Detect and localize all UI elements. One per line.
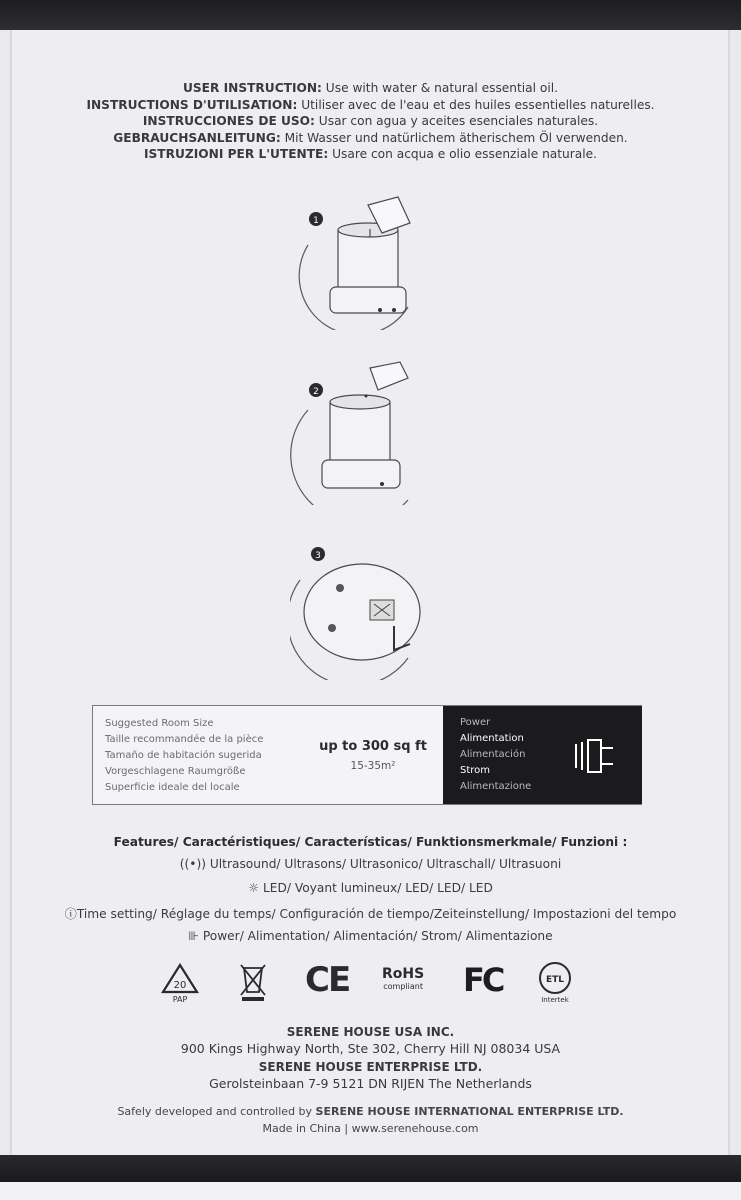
ultrasound-icon: ((•)) bbox=[179, 857, 206, 871]
power-label: Alimentation bbox=[460, 733, 524, 744]
instruction-line-fr: INSTRUCTIONS D'UTILISATION: Utiliser avec de l'eau et des huiles essentielles naturelles. bbox=[86, 97, 655, 112]
svg-text:1: 1 bbox=[313, 216, 319, 226]
company-name-usa: SERENE HOUSE USA INC. bbox=[286, 1025, 455, 1039]
power-label: Alimentazione bbox=[460, 781, 532, 792]
instruction-line-it: ISTRUZIONI PER L'UTENTE: Usare con acqua e olio essenziale naturale. bbox=[144, 147, 597, 161]
power-panel bbox=[443, 706, 642, 804]
company-address-eu: Gerolsteinbaan 7-9 5121 DN RIJEN The Netherlands bbox=[209, 1076, 532, 1091]
room-size-labels bbox=[105, 716, 263, 796]
room-size-label: Tamaño de habitación sugerida bbox=[105, 750, 262, 761]
certification-logos bbox=[150, 960, 590, 1005]
power-labels bbox=[460, 715, 531, 795]
fcc-icon: FC bbox=[463, 961, 503, 999]
feature-ultrasound: ((•)) Ultrasound/ Ultrasons/ Ultrasonico/ Ultraschall/ Ultrasuoni bbox=[179, 857, 562, 871]
step-1-illustration bbox=[290, 195, 440, 325]
svg-text:ETL: ETL bbox=[545, 975, 565, 985]
ce-mark-icon: CE bbox=[305, 960, 350, 1000]
svg-text:Intertek: Intertek bbox=[541, 996, 569, 1004]
feature-power: ⊪ Power/ Alimentation/ Alimentación/ Strom/ Alimentazione bbox=[188, 929, 553, 943]
instruction-line-de: GEBRAUCHSANLEITUNG: Mit Wasser und natürlichem ätherischem Öl verwenden. bbox=[113, 130, 628, 145]
plug-in-icon bbox=[290, 540, 440, 680]
room-size-label: Vorgeschlagene Raumgröße bbox=[105, 766, 246, 777]
etl-listed-icon bbox=[535, 960, 575, 1004]
svg-text:20: 20 bbox=[173, 980, 187, 991]
pour-water-icon bbox=[290, 195, 440, 330]
led-icon: ☼ bbox=[248, 881, 260, 895]
power-label: Alimentación bbox=[460, 749, 526, 760]
add-oil-icon bbox=[290, 360, 440, 505]
made-in: Made in China | www.serenehouse.com bbox=[262, 1122, 479, 1135]
company-name-eu: SERENE HOUSE ENTERPRISE LTD. bbox=[258, 1060, 483, 1074]
rohs-icon: RoHS compliant bbox=[382, 966, 425, 991]
power-plug-icon bbox=[573, 736, 623, 776]
step-2-illustration bbox=[290, 360, 440, 490]
company-address-usa: 900 Kings Highway North, Ste 302, Cherry Hill NJ 08034 USA bbox=[180, 1041, 561, 1056]
svg-text:2: 2 bbox=[313, 387, 319, 397]
step-3-illustration bbox=[290, 540, 440, 670]
weee-bin-icon bbox=[238, 962, 268, 1002]
box-bottom-edge bbox=[0, 1155, 741, 1182]
features-title: Features/ Caractéristiques/ Características/ Funktionsmerkmale/ Funzioni : bbox=[113, 835, 628, 849]
box-top-edge bbox=[0, 0, 741, 30]
developed-by: Safely developed and controlled by SERENE HOUSE INTERNATIONAL ENTERPRISE LTD. bbox=[117, 1105, 624, 1118]
power-label: Strom bbox=[460, 765, 491, 776]
spec-panel bbox=[92, 705, 642, 805]
background-surface bbox=[0, 1182, 741, 1200]
room-size-value bbox=[303, 739, 443, 772]
power-icon: ⊪ bbox=[188, 929, 199, 943]
room-size-metric: 15-35m² bbox=[350, 760, 396, 772]
instruction-line-en: USER INSTRUCTION: Use with water & natural essential oil. bbox=[182, 81, 559, 95]
instructions-block bbox=[0, 80, 741, 163]
svg-text:PAP: PAP bbox=[172, 995, 188, 1004]
feature-led: ☼ LED/ Voyant lumineux/ LED/ LED/ LED bbox=[248, 881, 493, 895]
feature-timer: ⓘTime setting/ Réglage du temps/ Configuración de tiempo/Zeiteinstellung/ Impostazioni del tempo bbox=[64, 907, 677, 921]
power-label: Power bbox=[460, 717, 491, 728]
recycle-icon bbox=[160, 962, 200, 1004]
room-size-sqft: up to 300 sq ft bbox=[319, 739, 427, 754]
instruction-line-es: INSTRUCCIONES DE USO: Usar con agua y aceites esenciales naturales. bbox=[142, 114, 599, 128]
room-size-label: Taille recommandée de la pièce bbox=[105, 734, 264, 745]
room-size-label: Suggested Room Size bbox=[105, 718, 214, 729]
room-size-label: Superficie ideale del locale bbox=[105, 782, 240, 793]
timer-icon: ⓘ bbox=[64, 907, 77, 921]
svg-text:3: 3 bbox=[315, 551, 321, 561]
